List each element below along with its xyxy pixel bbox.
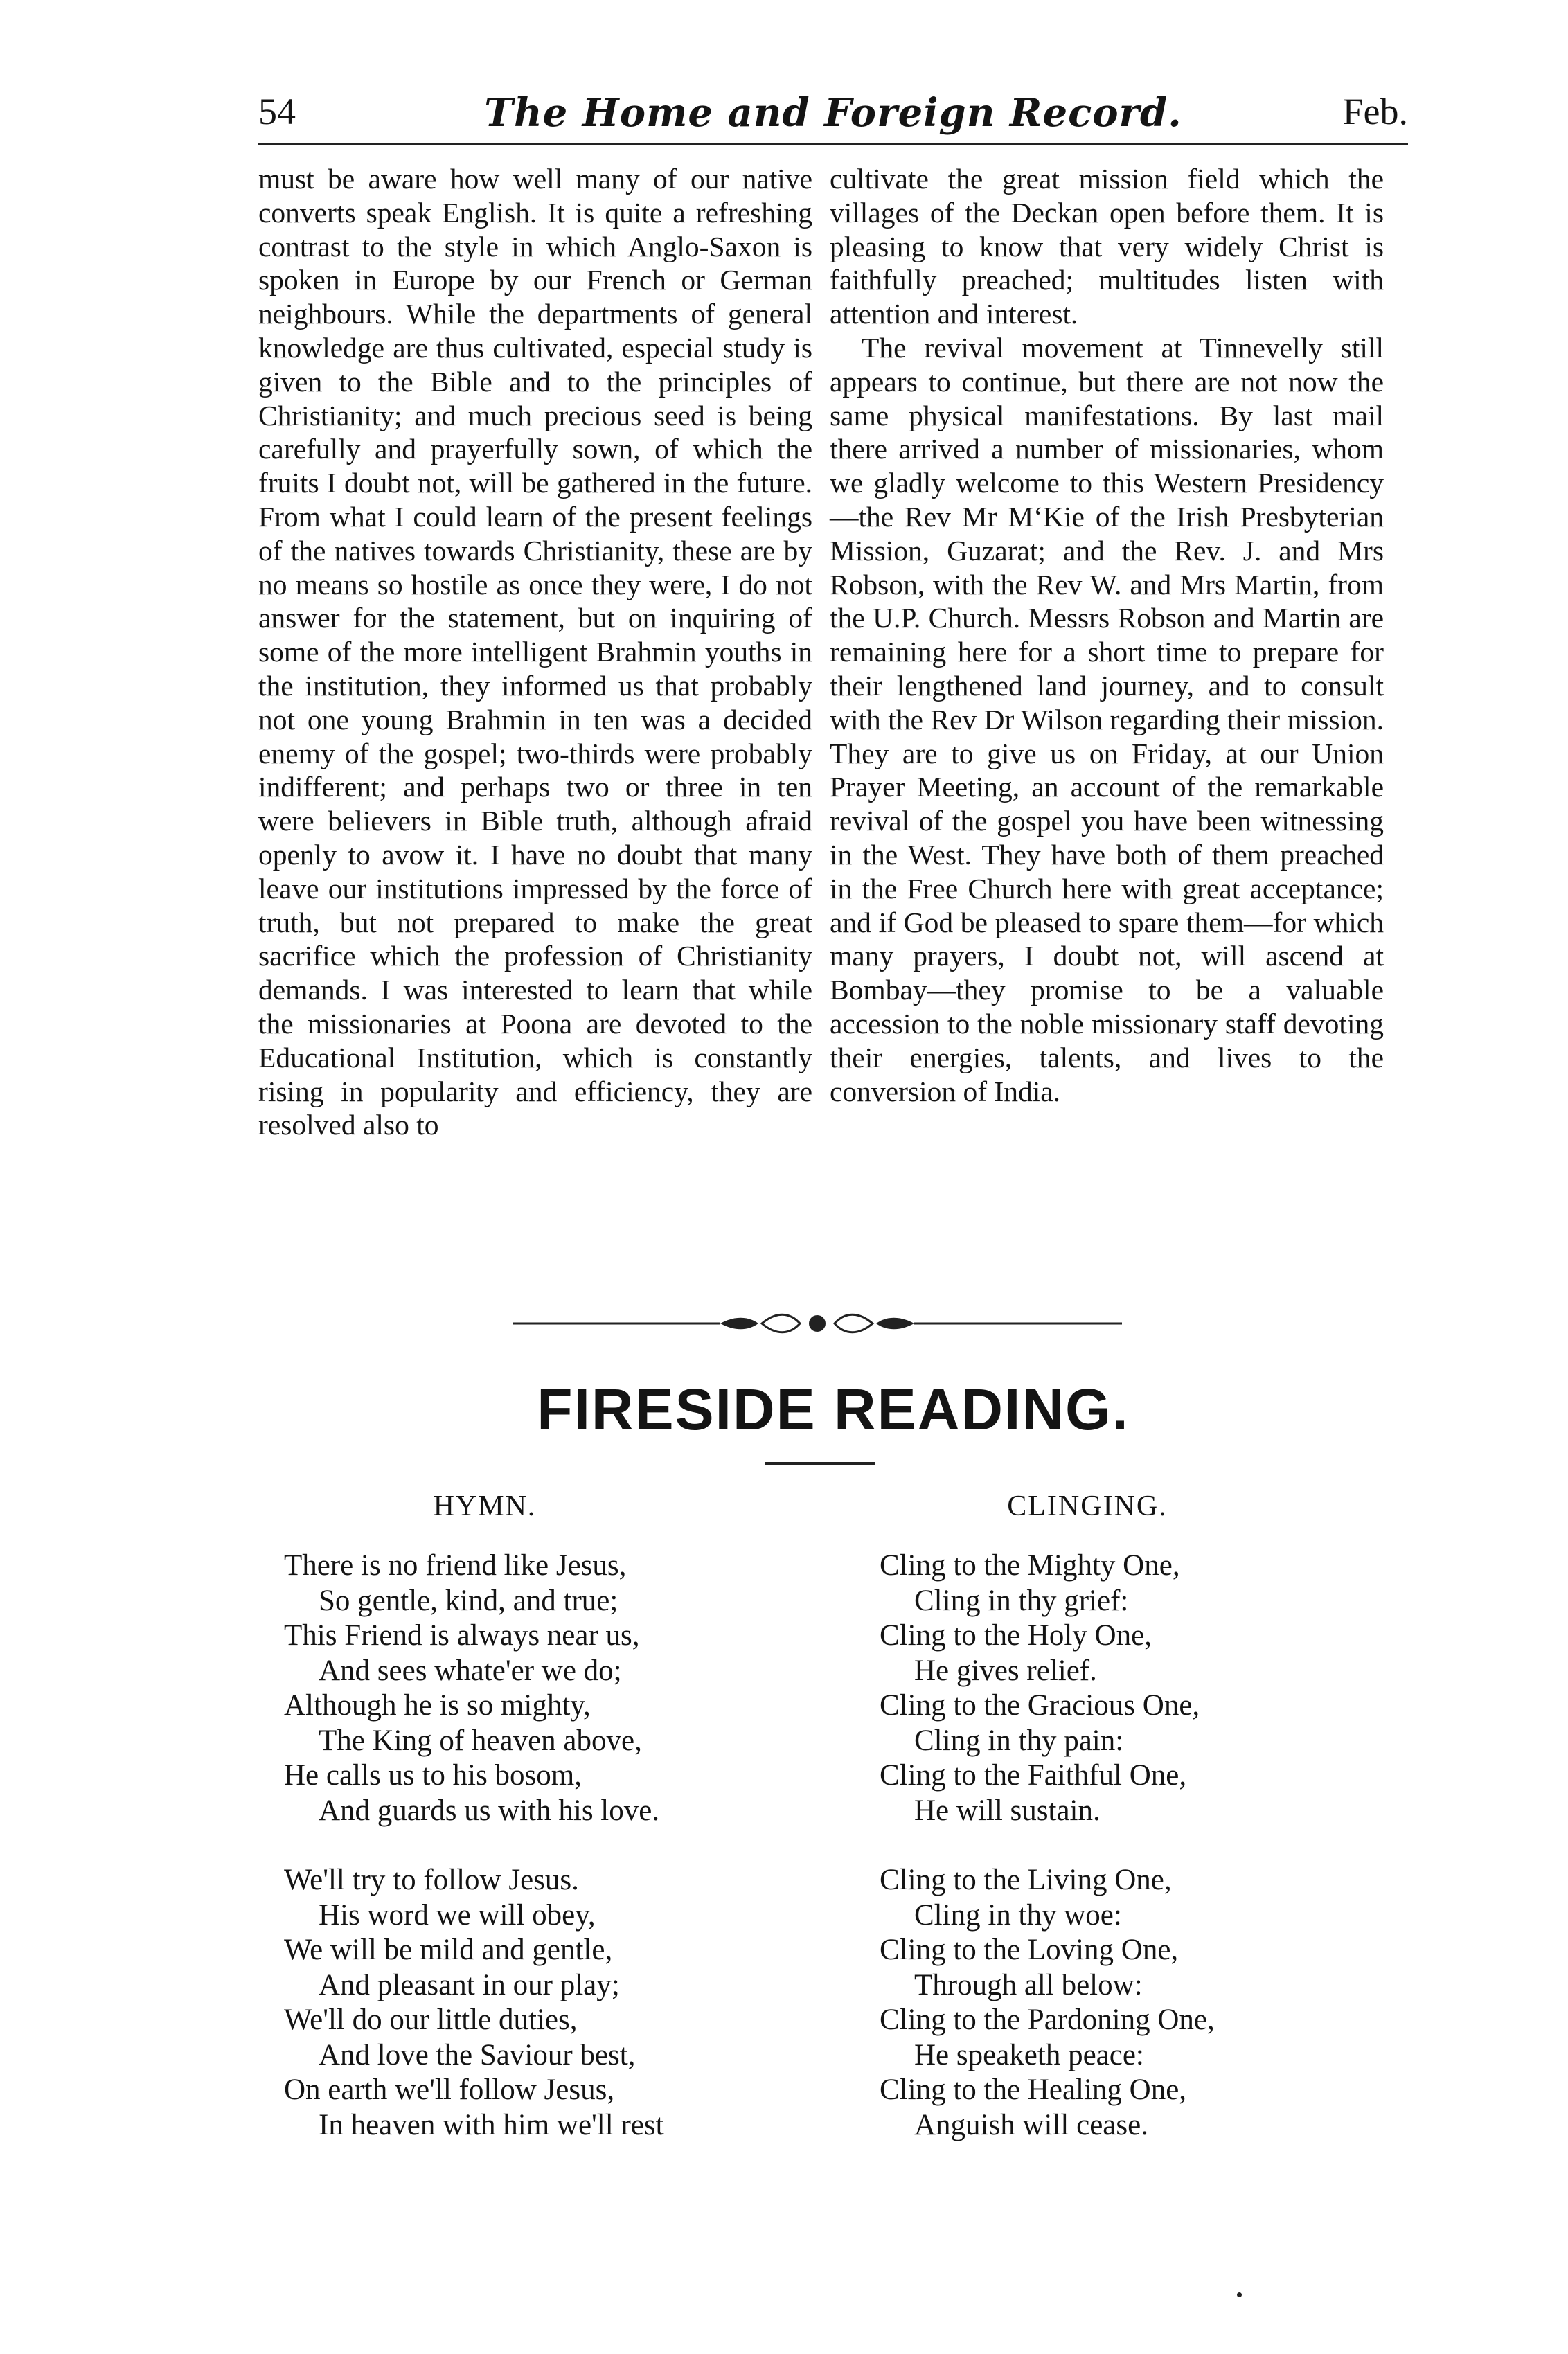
- left-column: [258, 162, 812, 1142]
- poem-line: Cling to the Gracious One,: [880, 1689, 1200, 1722]
- poem-line: He gives relief.: [914, 1654, 1097, 1687]
- stanza: [284, 1549, 796, 1828]
- poem-line: And sees whate'er we do;: [319, 1654, 622, 1687]
- poem-line: Although he is so mighty,: [284, 1689, 591, 1722]
- journal-title: The Home and Foreign Record.: [484, 90, 1182, 136]
- title-rule: [765, 1462, 875, 1465]
- paragraph: The revival movement at Tinnevelly still appears to continue, but there are not now the same physical manifestations. By last mail there arrived a number of missionaries, whom we gladly welcome to this Western Presidency—the Rev Mr M‘Kie of the Irish Presbyterian Mission, Guzarat; and the Rev. J. and Mrs Robson, with the Rev W. and Mrs Martin, from the U.P. Church. Messrs Robson and Martin are remaining here for a short time to prepare for their lengthened land journey, and to consult with the Rev Dr Wilson regarding their mission. They are to give us on Friday, at our Union Prayer Meeting, an account of the remarkable revival of the gospel you have been witnessing in the West. They have both of them preached in the Free Church here with great acceptance; and if God be pleased to spare them—for which many prayers, I doubt not, will ascend at Bombay—they promise to be a valuable accession to the noble missionary staff devoting their energies, talents, and lives to the conversion of India.: [830, 331, 1384, 1107]
- poem-hymn: [270, 1489, 796, 2143]
- poem-line: Cling to the Holy One,: [880, 1619, 1152, 1652]
- poem-line: We'll do our little duties,: [284, 2004, 578, 2036]
- poem-line: He calls us to his bosom,: [284, 1759, 582, 1792]
- poem-clinging: [880, 1489, 1406, 2143]
- paragraph: must be aware how well many of our native converts speak English. It is quite a refreshing contrast to the style in which Anglo-Saxon is spoken in Europe by our French or German neighbours. While the departments of general knowledge are thus cultivated, especial study is given to the Bible and to the principles of Christianity; and much precious seed is being carefully and prayerfully sown, of which the fruits I doubt not, will be gathered in the future. From what I could learn of the present feelings of the natives towards Christianity, these are by no means so hostile as once they were, I do not answer for the statement, but on inquiring of some of the more intelligent Brahmin youths in the institution, they informed us that probably not one young Brahmin in ten was a decided enemy of the gospel; two-thirds were probably indifferent; and perhaps two or three in ten were believers in Bible truth, although afraid openly to avow it. I have no doubt that many leave our institutions impressed by the force of truth, but not prepared to make the great sacrifice which the profession of Christianity demands. I was interested to learn that while the missionaries at Poona are devoted to the Educational Institution, which is constantly rising in popularity and efficiency, they are resolved also to: [258, 163, 812, 1141]
- running-header: [258, 90, 1408, 145]
- poem-line: We'll try to follow Jesus.: [284, 1864, 579, 1896]
- right-column: [830, 162, 1384, 1108]
- poem-line: Cling to the Living One,: [880, 1864, 1172, 1896]
- poem-line: And guards us with his love.: [319, 1794, 660, 1827]
- stanza: [880, 1863, 1406, 2143]
- poem-line: He will sustain.: [914, 1794, 1101, 1827]
- poem-line: Cling to the Loving One,: [880, 1934, 1179, 1966]
- poem-line: Through all below:: [914, 1968, 1143, 2001]
- poem-line: There is no friend like Jesus,: [284, 1549, 627, 1582]
- header-rule: [258, 143, 1408, 145]
- poem-line: On earth we'll follow Jesus,: [284, 2074, 615, 2106]
- poem-line: The King of heaven above,: [319, 1724, 642, 1757]
- poem-line: Cling to the Healing One,: [880, 2074, 1187, 2106]
- ink-speck: [1237, 2292, 1242, 2297]
- poem-line: His word we will obey,: [319, 1898, 596, 1932]
- poem-line: In heaven with him we'll rest: [319, 2108, 664, 2141]
- poem-line: This Friend is always near us,: [284, 1619, 640, 1652]
- poem-line: We will be mild and gentle,: [284, 1934, 613, 1966]
- page-number: 54: [258, 91, 296, 132]
- issue-month: Feb.: [1342, 91, 1408, 132]
- poem-line: And pleasant in our play;: [319, 1968, 620, 2001]
- paragraph: cultivate the great mission field which the villages of the Deckan open before them. It is pleasing to know that very widely Christ is faithfully preached; multitudes listen with attention and interest.: [830, 163, 1384, 330]
- poem-line: Cling to the Pardoning One,: [880, 2004, 1215, 2036]
- stanza: [284, 1863, 796, 2143]
- poem-title: HYMN.: [433, 1490, 537, 1522]
- poem-line: Cling to the Mighty One,: [880, 1549, 1180, 1582]
- stanza: [880, 1549, 1406, 1828]
- poem-line: Anguish will cease.: [914, 2108, 1148, 2141]
- poem-line: Cling to the Faithful One,: [880, 1759, 1187, 1792]
- ornament-divider: [513, 1308, 1122, 1339]
- poem-line: So gentle, kind, and true;: [319, 1584, 618, 1617]
- poem-line: Cling in thy grief:: [914, 1584, 1129, 1617]
- poem-title: CLINGING.: [1007, 1490, 1168, 1522]
- poem-line: He speaketh peace:: [914, 2038, 1144, 2071]
- section-title: FIRESIDE READING.: [537, 1377, 1130, 1442]
- poem-line: Cling in thy pain:: [914, 1724, 1124, 1757]
- poem-line: Cling in thy woe:: [914, 1898, 1122, 1932]
- poem-line: And love the Saviour best,: [319, 2038, 636, 2071]
